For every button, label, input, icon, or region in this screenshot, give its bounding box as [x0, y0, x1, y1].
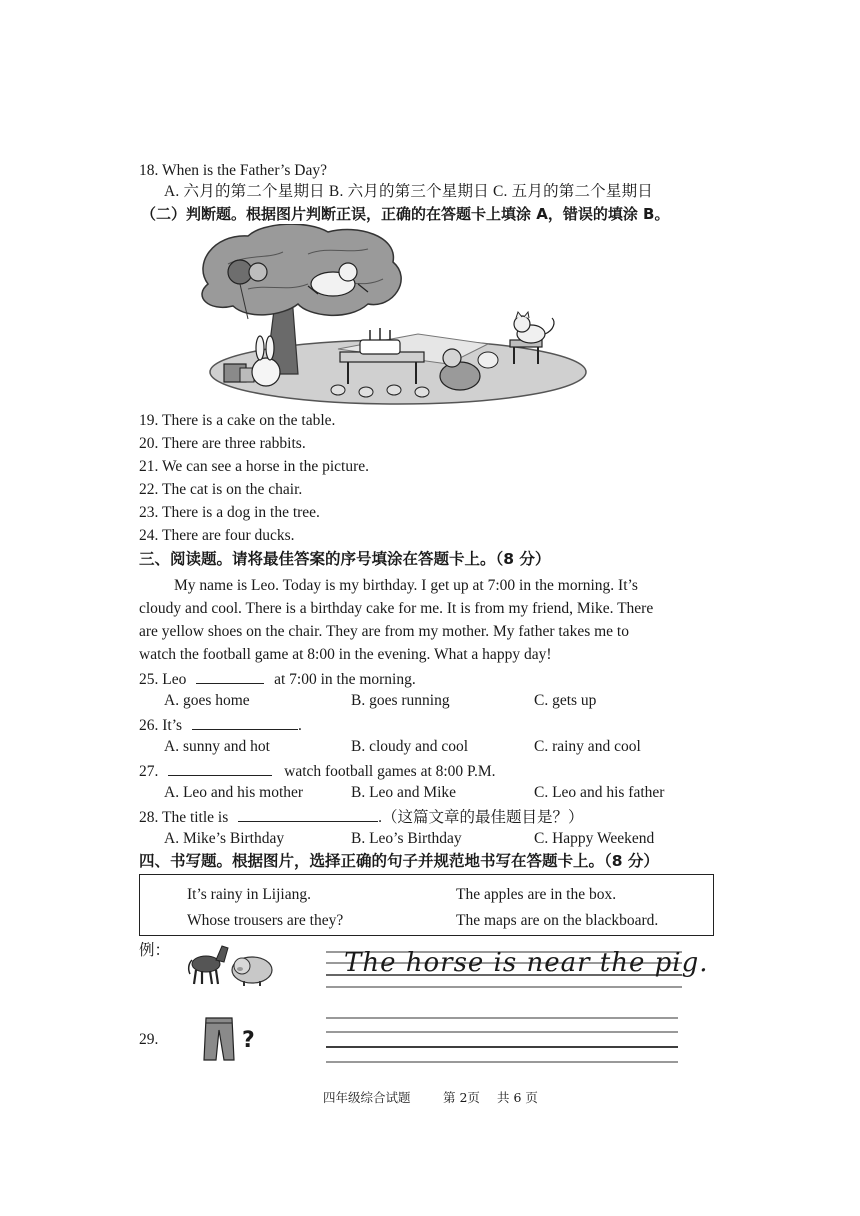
duck — [440, 362, 480, 390]
question-25 — [139, 668, 416, 690]
rabbit — [252, 358, 280, 386]
question-27 — [139, 760, 496, 782]
answer-blank — [196, 668, 264, 684]
option-26-b: B. cloudy and cool — [351, 738, 469, 755]
section-2-heading: （二）判断题。根据图片判断正误，正确的在答题卡上填涂 A，错误的填涂 B。 — [141, 205, 670, 223]
option-28-c: C. Happy Weekend — [534, 830, 655, 847]
pig-icon — [232, 957, 272, 986]
statement-21: 21. We can see a horse in the picture. — [139, 458, 370, 475]
question-26 — [139, 714, 302, 736]
question-25-stem-end: at 7:00 in the morning. — [274, 671, 416, 688]
passage-line-4: watch the football game at 8:00 in the evening. What a happy day! — [139, 646, 552, 663]
horse-icon — [189, 946, 228, 984]
example-sentence: The horse is near the pig. — [344, 948, 709, 978]
option-28-b: B. Leo’s Birthday — [351, 830, 462, 847]
option-25-a: A. goes home — [164, 692, 250, 709]
example-label: 例： — [139, 942, 171, 959]
cake — [360, 340, 400, 354]
small-animal — [478, 352, 498, 368]
statement-23: 23. There is a dog in the tree. — [139, 504, 320, 521]
option-25-c: C. gets up — [534, 692, 597, 709]
passage-line-2: cloudy and cool. There is a birthday cake for me. It is from my friend, Mike. There — [139, 600, 654, 617]
question-29-label: 29. — [139, 1031, 159, 1048]
question-28-stem: 28. The title is — [139, 809, 229, 826]
party-scene-illustration — [188, 224, 588, 406]
question-28 — [139, 806, 584, 828]
answer-blank — [168, 760, 272, 776]
answer-blank — [238, 806, 378, 822]
question-18: 18. When is the Father’s Day? — [139, 162, 327, 179]
option-27-b: B. Leo and Mike — [351, 784, 457, 801]
footer-page: 第 2页 — [443, 1090, 480, 1105]
answer-blank — [192, 714, 298, 730]
statement-19: 19. There is a cake on the table. — [139, 412, 336, 429]
option-27-c: C. Leo and his father — [534, 784, 665, 801]
question-28-stem-end: .（这篇文章的最佳题目是？） — [378, 809, 584, 826]
balloon — [228, 260, 252, 284]
option-25-b: B. goes running — [351, 692, 450, 709]
question-27-stem: 27. — [139, 763, 159, 780]
choice-sentence-3: Whose trousers are they? — [187, 912, 344, 929]
answer-writing-lines[interactable] — [326, 1016, 684, 1066]
statement-22: 22. The cat is on the chair. — [139, 481, 303, 498]
option-26-c: C. rainy and cool — [534, 738, 641, 755]
question-26-stem-end: . — [297, 717, 302, 734]
trousers-icon — [204, 1018, 234, 1060]
question-27-stem-end: watch football games at 8:00 P.M. — [284, 763, 496, 780]
choice-sentence-4: The maps are on the blackboard. — [456, 912, 659, 929]
question-18-options: A. 六月的第二个星期日 B. 六月的第三个星期日 C. 五月的第二个星期日 — [164, 183, 653, 200]
choice-sentence-2: The apples are in the box. — [456, 886, 617, 903]
section-4-heading: 四、书写题。根据图片，选择正确的句子并规范地书写在答题卡上。（8 分） — [139, 852, 659, 870]
question-25-stem: 25. Leo — [139, 671, 187, 688]
statement-20: 20. There are three rabbits. — [139, 435, 306, 452]
option-28-a: A. Mike’s Birthday — [164, 830, 285, 847]
passage-line-3: are yellow shoes on the chair. They are from my mother. My father takes me to — [139, 623, 629, 640]
passage-line-1: My name is Leo. Today is my birthday. I get up at 7:00 in the morning. It’s — [174, 577, 638, 594]
statement-24: 24. There are four ducks. — [139, 527, 295, 544]
question-mark-icon: ? — [242, 1028, 255, 1053]
option-26-a: A. sunny and hot — [164, 738, 270, 755]
balloon — [249, 263, 267, 281]
horse-and-pig-picture — [186, 938, 278, 990]
question-26-stem: 26. It’s — [139, 717, 183, 734]
section-3-heading: 三、阅读题。请将最佳答案的序号填涂在答题卡上。（8 分） — [139, 550, 551, 568]
choice-sentence-1: It’s rainy in Lijiang. — [187, 886, 311, 903]
footer-total: 共 6 页 — [497, 1090, 538, 1105]
option-27-a: A. Leo and his mother — [164, 784, 304, 801]
footer-subject: 四年级综合试题 — [323, 1090, 411, 1105]
